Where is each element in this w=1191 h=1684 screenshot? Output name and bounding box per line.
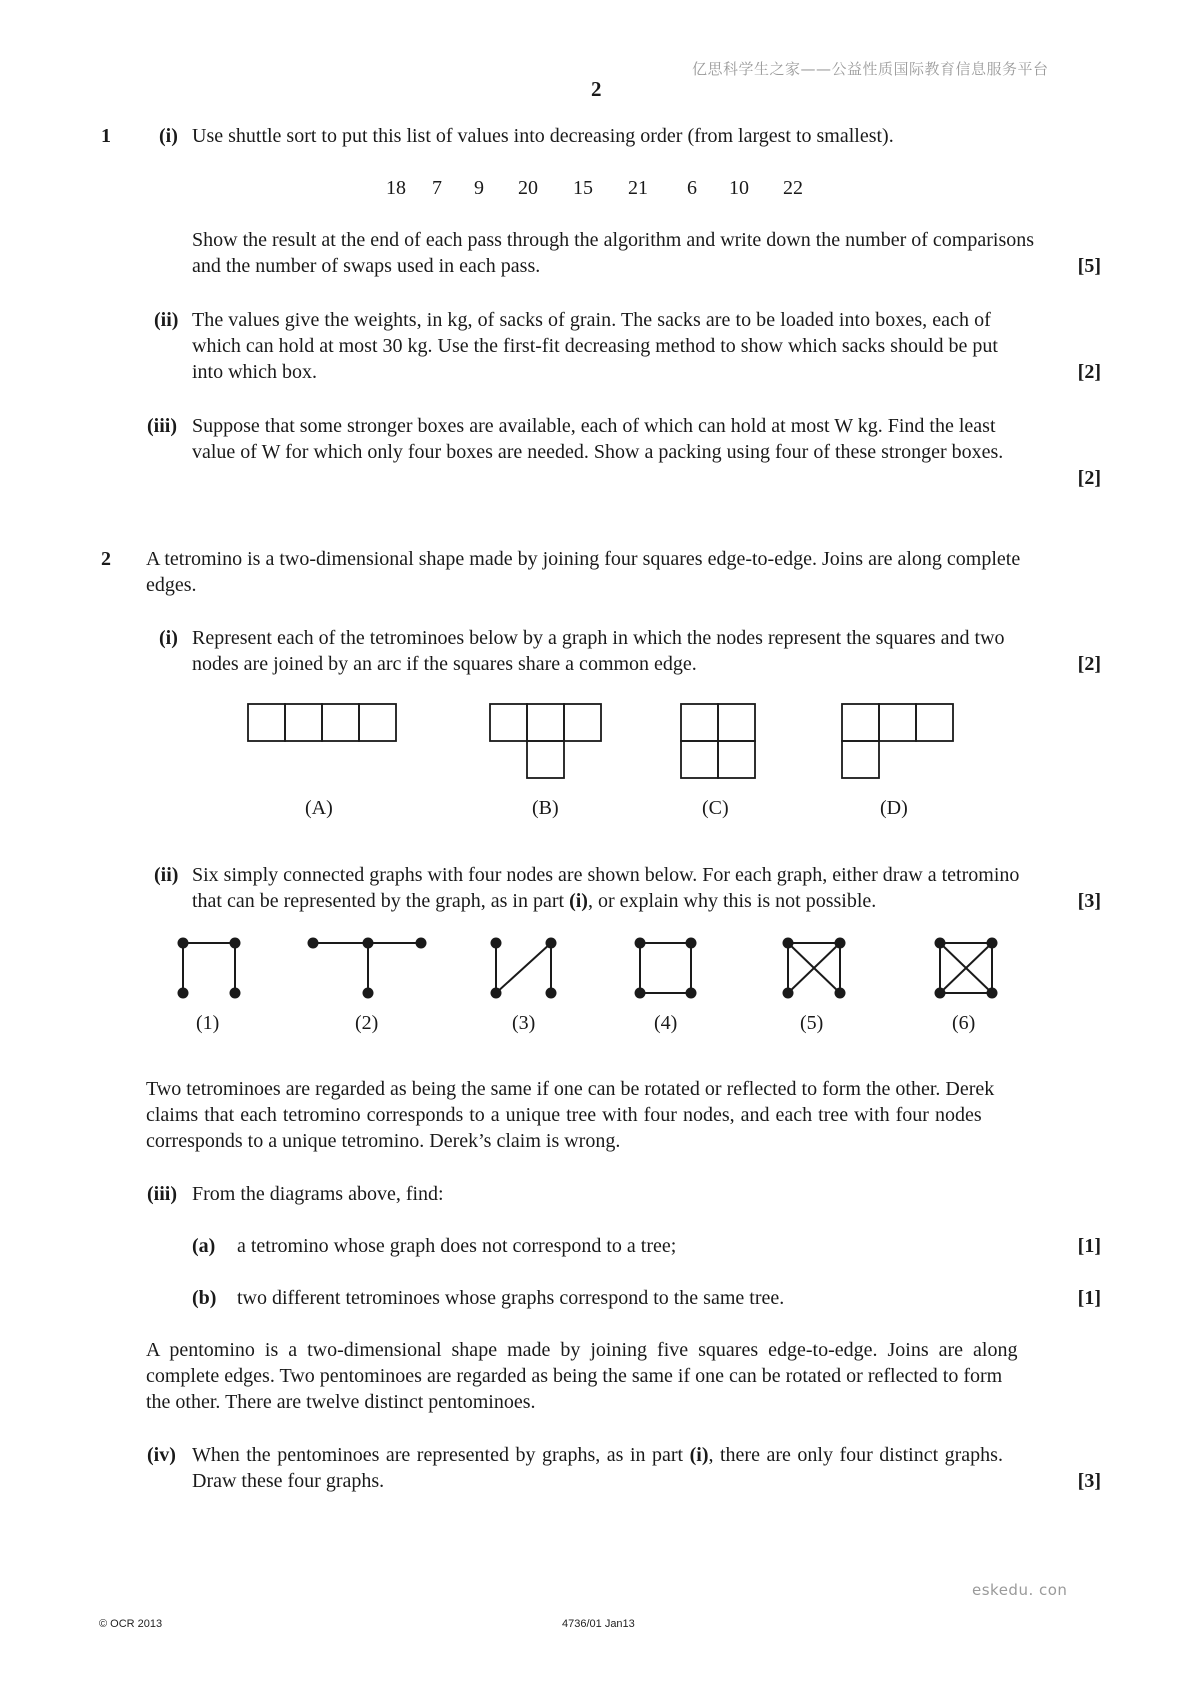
graph-caption-6: (6)	[952, 1012, 976, 1034]
graph-node	[686, 938, 697, 949]
text-line	[237, 1285, 1101, 1311]
tetromino-caption-d: (D)	[880, 797, 908, 819]
text-line	[192, 1468, 1101, 1494]
text-line: Two tetrominoes are regarded as being the same if one can be rotated or reflected to form the other. Derek	[146, 1078, 995, 1100]
q1-part-iii-label: (iii)	[147, 415, 177, 437]
watermark-bottom: eskedu. con	[972, 1581, 1068, 1599]
graph-5	[783, 938, 846, 999]
graph-node	[546, 988, 557, 999]
graph-node	[178, 988, 189, 999]
q2-part-iv-label: (iv)	[147, 1444, 176, 1466]
text-line: Six simply connected graphs with four nodes are shown below. For each graph, either draw a tetromino	[192, 864, 1020, 886]
graph-node	[491, 988, 502, 999]
watermark-top: 亿思科学生之家——公益性质国际教育信息服务平台	[692, 60, 1049, 78]
marks: [3]	[1077, 890, 1101, 912]
q2-part-ii-text	[192, 862, 1101, 914]
part-reference: (i)	[569, 890, 588, 912]
text-line-content: , there are only four distinct graphs.	[708, 1444, 1003, 1466]
graph-4	[635, 938, 697, 999]
pentomino-paragraph	[146, 1337, 1101, 1415]
text-line: complete edges. Two pentominoes are regarded as being the same if one can be rotated or reflected to form	[146, 1365, 1003, 1387]
graph-node	[935, 988, 946, 999]
graph-node	[987, 938, 998, 949]
text-line: which can hold at most 30 kg. Use the first-fit decreasing method to show which sacks should be put	[192, 335, 998, 357]
graph-node	[178, 938, 189, 949]
text-line	[237, 1233, 1101, 1259]
graph-6	[935, 938, 998, 999]
tetromino-a	[248, 704, 396, 741]
graph-node	[835, 938, 846, 949]
graph-caption-3: (3)	[512, 1012, 536, 1034]
value-item: 18	[386, 177, 406, 199]
graph-1	[178, 938, 241, 999]
graph-node	[635, 938, 646, 949]
q2-part-iv-text	[192, 1442, 1101, 1494]
graph-node	[987, 988, 998, 999]
tetromino-b	[490, 704, 601, 778]
graph-node	[686, 988, 697, 999]
text-line	[192, 888, 1101, 914]
page-number: 2	[591, 77, 602, 101]
tetromino-c	[681, 704, 755, 778]
text-line-content: two different tetrominoes whose graphs correspond to the same tree.	[237, 1287, 785, 1309]
text-line: corresponds to a unique tetromino. Derek’s claim is wrong.	[146, 1130, 621, 1152]
tetromino-caption-a: (A)	[305, 797, 333, 819]
q2-part-iii-text: From the diagrams above, find:	[192, 1183, 444, 1205]
marks: [2]	[1077, 361, 1101, 383]
value-item: 6	[687, 177, 697, 199]
value-item: 21	[628, 177, 648, 199]
text-line-content: When the pentominoes are represented by graphs, as in part	[192, 1444, 690, 1466]
q2-part-iii-a-label: (a)	[192, 1235, 216, 1257]
tetromino-caption-b: (B)	[532, 797, 559, 819]
text-line: edges.	[146, 574, 197, 596]
value-item: 7	[432, 177, 442, 199]
marks: [5]	[1077, 255, 1101, 277]
tetromino-d	[842, 704, 953, 778]
value-item: 20	[518, 177, 538, 199]
graph-node	[835, 988, 846, 999]
text-line: claims that each tetromino corresponds to a unique tree with four nodes, and each tree with four nodes	[146, 1104, 982, 1126]
marks: [2]	[1077, 467, 1101, 489]
q2-part-iii-label: (iii)	[147, 1183, 177, 1205]
derek-claim-paragraph	[146, 1076, 1101, 1154]
value-item: 22	[783, 177, 803, 199]
text-line-content: nodes are joined by an arc if the squares share a common edge.	[192, 653, 697, 675]
text-line-content: and the number of swaps used in each pass.	[192, 255, 541, 277]
q2-part-iii-b	[237, 1285, 1101, 1311]
text-line: Show the result at the end of each pass through the algorithm and write down the number of comparisons	[192, 229, 1035, 251]
marks: [1]	[1077, 1235, 1101, 1257]
footer-paper-code: 4736/01 Jan13	[562, 1618, 635, 1630]
text-line-content: that can be represented by the graph, as in part	[192, 890, 570, 912]
graph-node	[935, 938, 946, 949]
graph-node	[363, 938, 374, 949]
marks: [2]	[1077, 653, 1101, 675]
graph-node	[363, 988, 374, 999]
text-line: Represent each of the tetrominoes below by a graph in which the nodes represent the squares and two	[192, 627, 1005, 649]
text-line: value of W for which only four boxes are needed. Show a packing using four of these stronger boxes.	[192, 441, 1004, 463]
graph-node	[230, 988, 241, 999]
part-reference: (i)	[689, 1444, 709, 1466]
marks: [1]	[1077, 1287, 1101, 1309]
graph-caption-4: (4)	[654, 1012, 678, 1034]
graph-2	[308, 938, 427, 999]
question-2-number: 2	[101, 548, 111, 570]
text-line-content: Draw these four graphs.	[192, 1470, 385, 1492]
value-item: 9	[474, 177, 484, 199]
text-line-content: a tetromino whose graph does not correspond to a tree;	[237, 1235, 677, 1257]
text-line: The values give the weights, in kg, of sacks of grain. The sacks are to be loaded into boxes, each of	[192, 309, 991, 331]
text-line: A tetromino is a two-dimensional shape made by joining four squares edge-to-edge. Joins are along complete	[146, 548, 1021, 570]
graph-node	[635, 988, 646, 999]
graph-3	[491, 938, 557, 999]
question-1-number: 1	[101, 125, 111, 147]
graph-node	[546, 938, 557, 949]
q2-part-iii-b-label: (b)	[192, 1287, 217, 1309]
graph-node	[416, 938, 427, 949]
text-line: Suppose that some stronger boxes are available, each of which can hold at most W kg. Find the least	[192, 415, 996, 437]
graph-caption-2: (2)	[355, 1012, 379, 1034]
tetromino-caption-c: (C)	[702, 797, 729, 819]
graph-node	[230, 938, 241, 949]
graph-caption-5: (5)	[800, 1012, 824, 1034]
marks: [3]	[1077, 1470, 1101, 1492]
text-line	[192, 1442, 1101, 1468]
graph-caption-1: (1)	[196, 1012, 220, 1034]
footer-copyright: © OCR 2013	[99, 1618, 163, 1630]
value-item: 15	[573, 177, 593, 199]
q1-part-i-text: Use shuttle sort to put this list of values into decreasing order (from largest to smallest).	[192, 125, 894, 147]
q1-part-i-label: (i)	[159, 125, 178, 147]
text-line-content: into which box.	[192, 361, 317, 383]
graph-node	[783, 938, 794, 949]
text-line-content: , or explain why this is not possible.	[587, 890, 877, 912]
graph-node	[308, 938, 319, 949]
text-line: the other. There are twelve distinct pentominoes.	[146, 1391, 536, 1413]
q1-part-ii-label: (ii)	[154, 309, 179, 331]
value-item: 10	[729, 177, 749, 199]
text-line: A pentomino is a two-dimensional shape made by joining five squares edge-to-edge. Joins are along	[146, 1339, 1018, 1361]
q2-part-ii-label: (ii)	[154, 864, 179, 886]
graph-node	[783, 988, 794, 999]
q2-part-iii-a	[237, 1233, 1101, 1259]
graph-node	[491, 938, 502, 949]
q2-part-i-label: (i)	[159, 627, 178, 649]
